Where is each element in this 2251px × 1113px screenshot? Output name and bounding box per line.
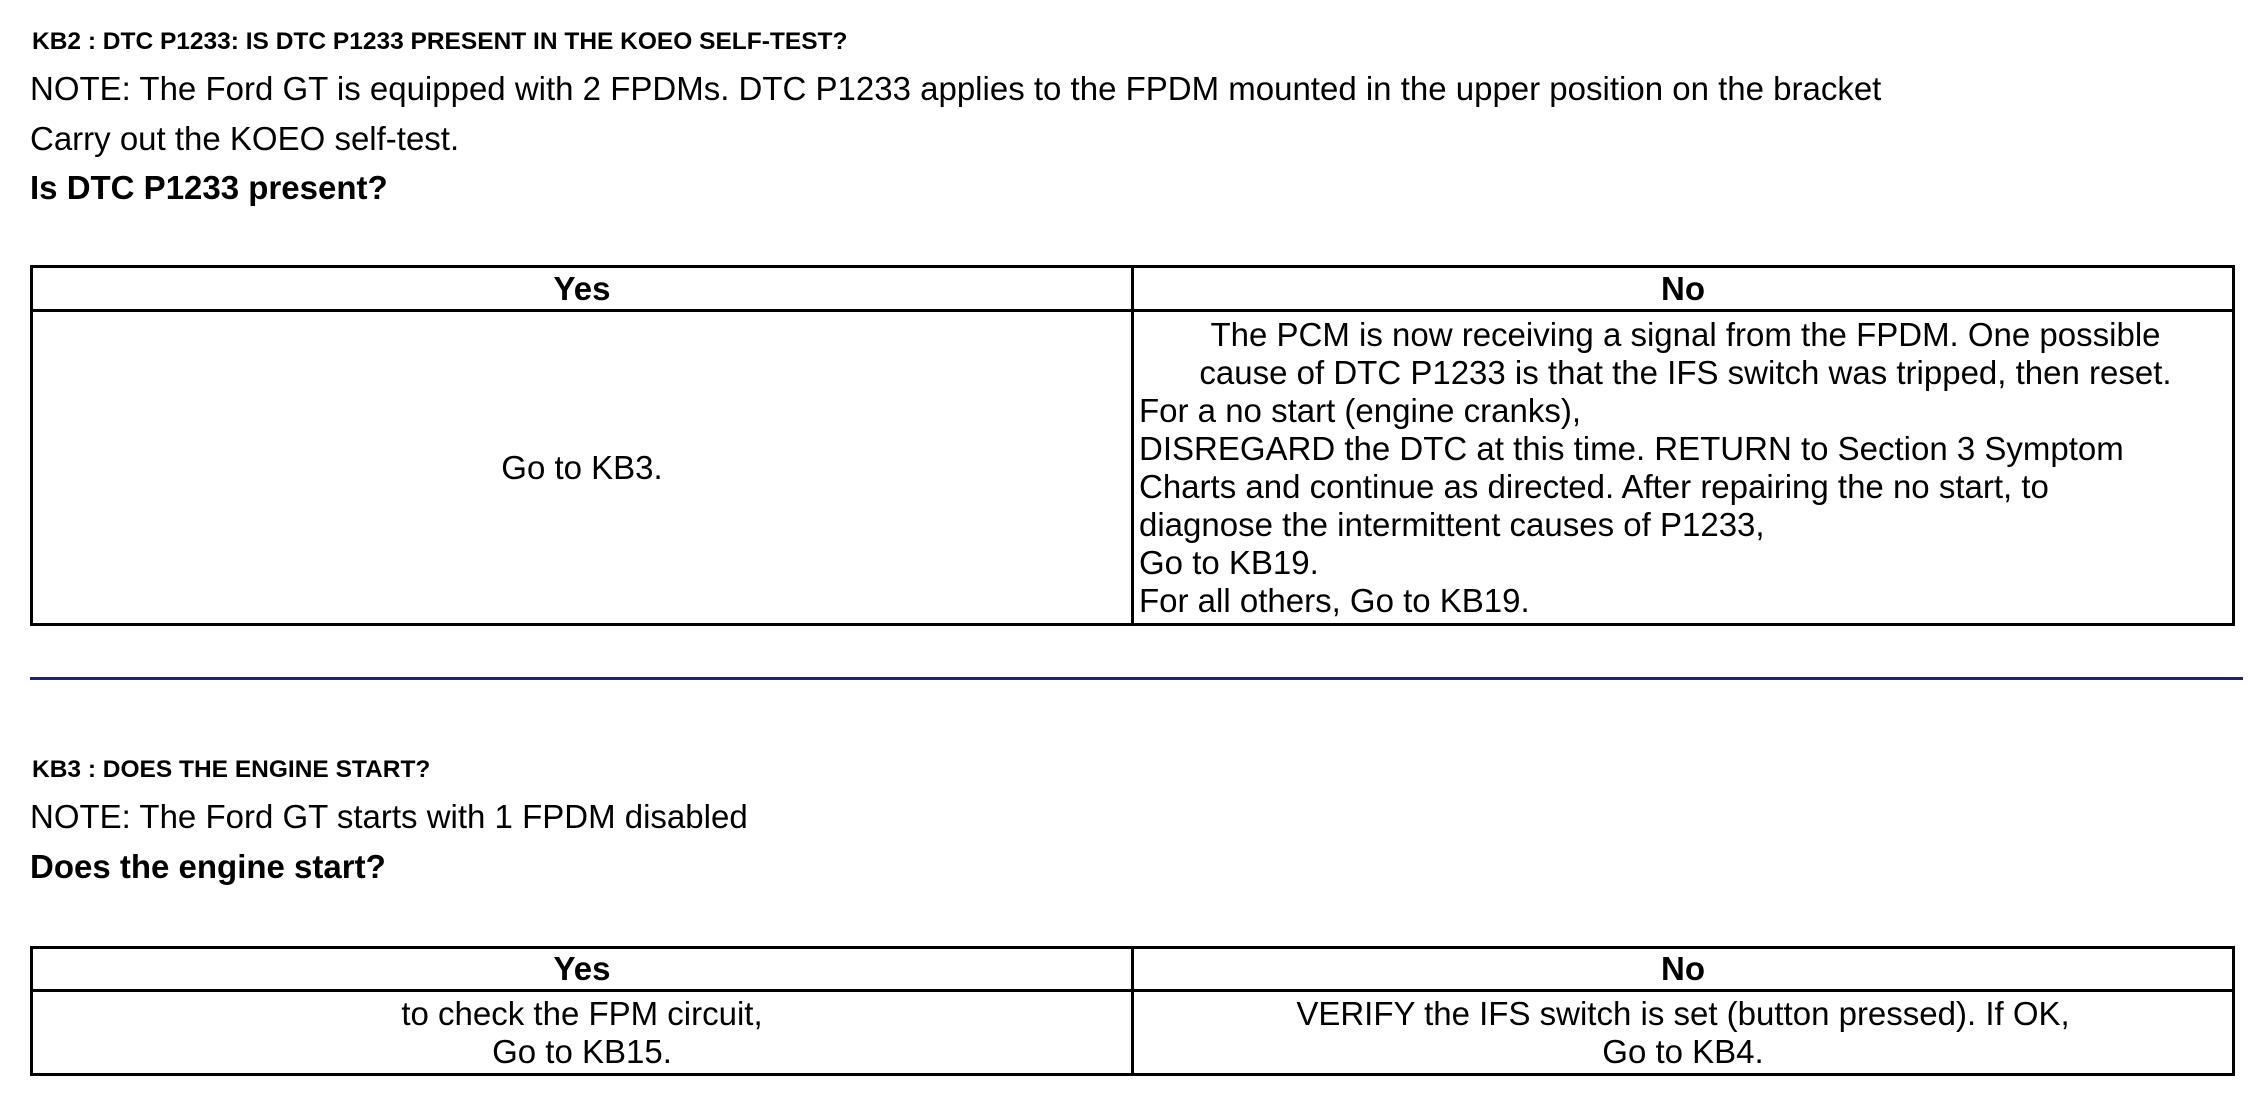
kb2-no-line: Go to KB19.: [1139, 543, 1319, 581]
section-divider: [30, 677, 2243, 680]
kb2-no-line: cause of DTC P1233 is that the IFS switch was tripped, then reset.: [1199, 353, 2172, 391]
kb2-no-line: The PCM is now receiving a signal from the FPDM. One possible: [1210, 315, 2161, 353]
kb2-instruction: Carry out the KOEO self-test.: [30, 120, 460, 157]
kb2-yes-cell: Go to KB3.: [32, 311, 1133, 625]
kb3-table-body-row: [32, 991, 2234, 1075]
kb3-no-header: No: [1133, 948, 2234, 991]
kb3-question: Does the engine start?: [30, 848, 386, 885]
kb3-yes-cell: [32, 991, 1133, 1075]
kb3-table-header-row: [32, 948, 2234, 991]
kb2-decision-table: [30, 265, 2235, 626]
kb2-step-title: KB2 : DTC P1233: IS DTC P1233 PRESENT IN THE KOEO SELF-TEST?: [32, 28, 848, 55]
kb3-yes-line: Go to KB15.: [492, 1032, 672, 1070]
kb3-yes-header: Yes: [32, 948, 1133, 991]
kb2-no-line: For all others, Go to KB19.: [1139, 581, 1530, 619]
kb2-question: Is DTC P1233 present?: [30, 169, 388, 206]
kb2-no-header: No: [1133, 267, 2234, 311]
kb3-no-line: VERIFY the IFS switch is set (button pressed). If OK,: [1296, 994, 2070, 1032]
kb3-no-line: Go to KB4.: [1602, 1032, 1764, 1070]
kb3-note: NOTE: The Ford GT starts with 1 FPDM disabled: [30, 798, 748, 835]
kb3-yes-line: to check the FPM circuit,: [401, 994, 763, 1032]
kb3-step-title: KB3 : DOES THE ENGINE START?: [32, 756, 431, 783]
kb3-decision-table: [30, 946, 2235, 1076]
kb2-yes-header: Yes: [32, 267, 1133, 311]
kb2-table-body-row: [32, 311, 2234, 625]
kb2-table-header-row: [32, 267, 2234, 311]
kb2-no-cell: [1133, 311, 2234, 625]
kb3-no-cell: [1133, 991, 2234, 1075]
kb2-note: NOTE: The Ford GT is equipped with 2 FPDMs. DTC P1233 applies to the FPDM mounted in the upper position on the bracket: [30, 70, 1882, 107]
kb2-no-line: For a no start (engine cranks),: [1139, 391, 1582, 429]
kb2-no-line: DISREGARD the DTC at this time. RETURN to Section 3 Symptom: [1139, 429, 2124, 467]
kb2-no-line: diagnose the intermittent causes of P1233,: [1139, 505, 1765, 543]
kb2-no-line: Charts and continue as directed. After repairing the no start, to: [1139, 467, 2049, 505]
